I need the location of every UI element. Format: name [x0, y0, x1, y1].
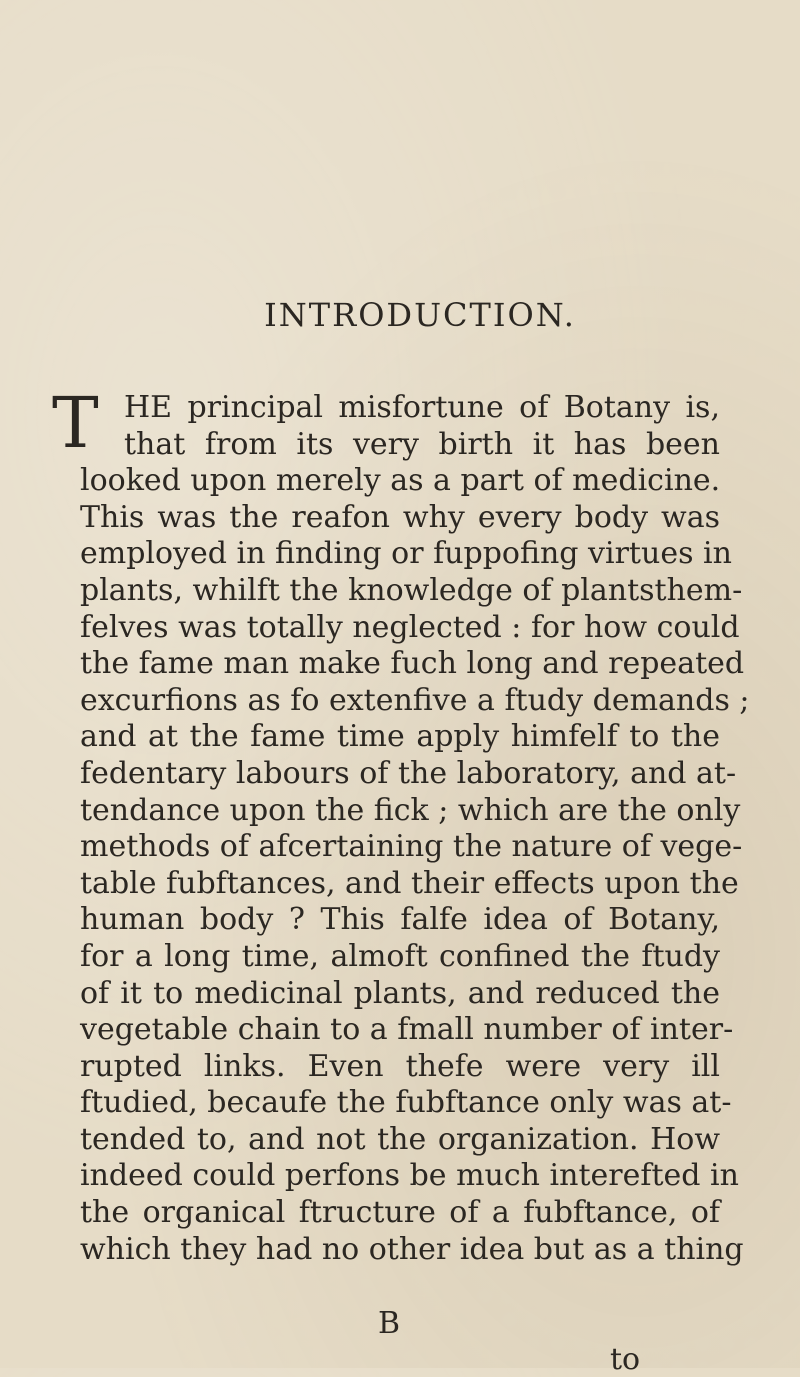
text-line: and at the fame time apply himfelf to the: [80, 719, 720, 755]
catchword: to: [610, 1342, 641, 1377]
text-line: which they had no other idea but as a thing: [80, 1231, 744, 1267]
text-line: employed in finding or fuppofing virtues in: [80, 536, 732, 572]
text-line: HE principal misfortune of Botany is,: [124, 390, 720, 425]
text-line: that from its very birth it has been: [124, 426, 720, 462]
text-line: This was the reafon why every body was: [80, 499, 720, 535]
text-line: methods of afcertaining the nature of vege-: [80, 829, 743, 865]
text-line: indeed could perfons be much interefted in: [80, 1158, 739, 1194]
text-line: ftudied, becaufe the fubftance only was at-: [80, 1085, 732, 1121]
text-line: of it to medicinal plants, and reduced the: [80, 975, 720, 1011]
body-paragraph: [80, 390, 750, 1268]
text-line: looked upon merely as a part of medicine.: [80, 463, 721, 499]
text-line: for a long time, almoft confined the ftudy: [80, 938, 720, 974]
show-through-text: [150, 80, 650, 300]
text-line: rupted links. Even thefe were very ill: [80, 1048, 720, 1084]
signature-mark: B: [378, 1306, 401, 1341]
text-line: felves was totally neglected : for how could: [80, 609, 740, 645]
text-line: the fame man make fuch long and repeated: [80, 646, 745, 682]
text-line: tendance upon the fick ; which are the only: [80, 792, 741, 828]
text-line: vegetable chain to a fmall number of inter-: [80, 1012, 734, 1048]
page-heading: INTRODUCTION.: [264, 296, 576, 334]
text-line: tended to, and not the organization. How: [80, 1121, 720, 1157]
text-line: fedentary labours of the laboratory, and at-: [80, 755, 737, 791]
text-line: table fubftances, and their effects upon the: [80, 865, 739, 901]
text-line: the organical ftructure of a fubftance, of: [80, 1195, 720, 1231]
text-line: excurfions as fo extenfive a ftudy demands ;: [80, 682, 750, 718]
drop-cap: T: [52, 382, 99, 464]
text-line: plants, whilft the knowledge of plantsthem-: [80, 572, 743, 608]
text-line: human body ? This falfe idea of Botany,: [80, 902, 720, 938]
